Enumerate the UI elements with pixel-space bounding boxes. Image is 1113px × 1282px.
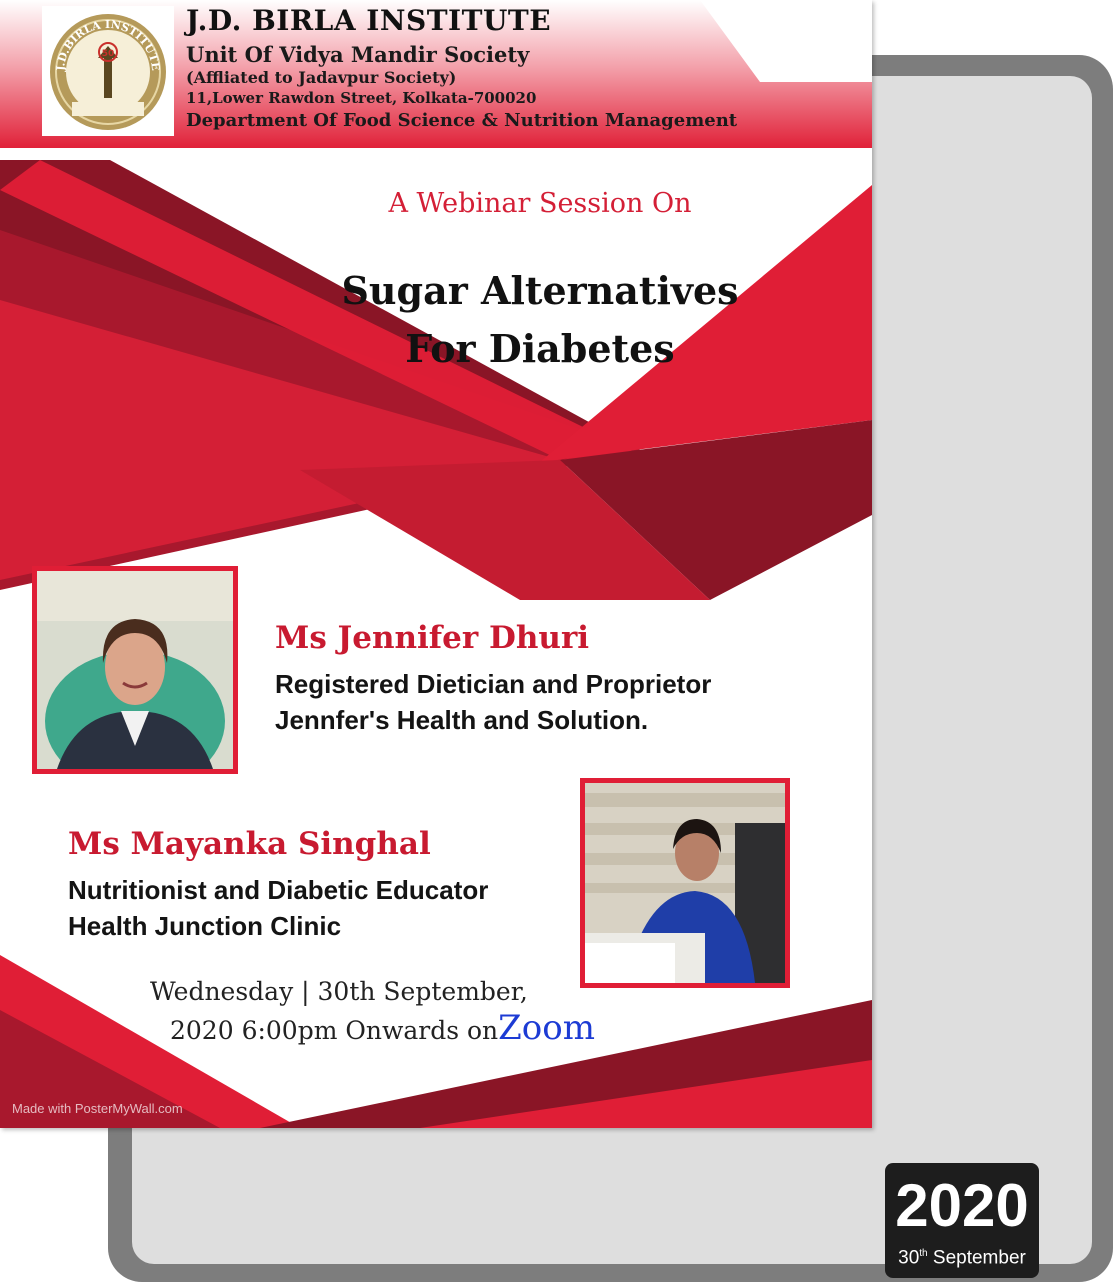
department-name: Department Of Food Science & Nutrition Management [186, 110, 738, 131]
institute-logo [42, 6, 174, 136]
svg-text:J.D.BIRLA INSTITUTE: J.D.BIRLA INSTITUTE [53, 17, 163, 72]
badge-year: 2020 [895, 1172, 1029, 1239]
event-time-line [150, 1010, 595, 1049]
speaker-1-portrait-icon [37, 571, 233, 769]
speaker-1-role: Registered Dietician and Proprietor [275, 669, 712, 699]
institute-affiliation: (Affliated to Jadavpur Society) [186, 68, 457, 87]
webinar-title [290, 262, 790, 378]
event-details [150, 974, 595, 1049]
institute-name: J.D. BIRLA INSTITUTE [186, 4, 552, 37]
svg-text:50: 50 [101, 49, 115, 59]
event-time-text: 2020 6:00pm Onwards on [170, 1016, 499, 1045]
institute-unit: Unit Of Vidya Mandir Society [186, 42, 530, 67]
institute-header [186, 2, 737, 134]
title-line-1: Sugar Alternatives [341, 268, 739, 313]
badge-date [885, 1243, 1039, 1269]
speaker-2-portrait-icon [585, 783, 785, 983]
badge-day-suffix: th [919, 1248, 928, 1259]
watermark: Made with PosterMyWall.com [12, 1101, 183, 1116]
badge-day: 30 [898, 1247, 920, 1269]
event-date-line: Wednesday | 30th September, [150, 977, 528, 1006]
webinar-intro: A Webinar Session On [388, 188, 692, 219]
institute-address: 11,Lower Rawdon Street, Kolkata-700020 [186, 89, 537, 107]
seal-icon [42, 6, 174, 136]
speaker-2-name: Ms Mayanka Singhal [68, 826, 431, 862]
title-line-2: For Diabetes [405, 326, 675, 371]
year-badge [885, 1163, 1039, 1278]
badge-month: September [932, 1247, 1026, 1269]
speaker-1-organization: Jennfer's Health and Solution. [275, 705, 649, 735]
speaker-1-name: Ms Jennifer Dhuri [275, 620, 590, 656]
speaker-1-photo [32, 566, 238, 774]
platform-name: Zoom [498, 1008, 595, 1048]
speaker-2-role: Nutritionist and Diabetic Educator [68, 875, 489, 905]
speaker-2-organization: Health Junction Clinic [68, 911, 342, 941]
speaker-2-photo [580, 778, 790, 988]
